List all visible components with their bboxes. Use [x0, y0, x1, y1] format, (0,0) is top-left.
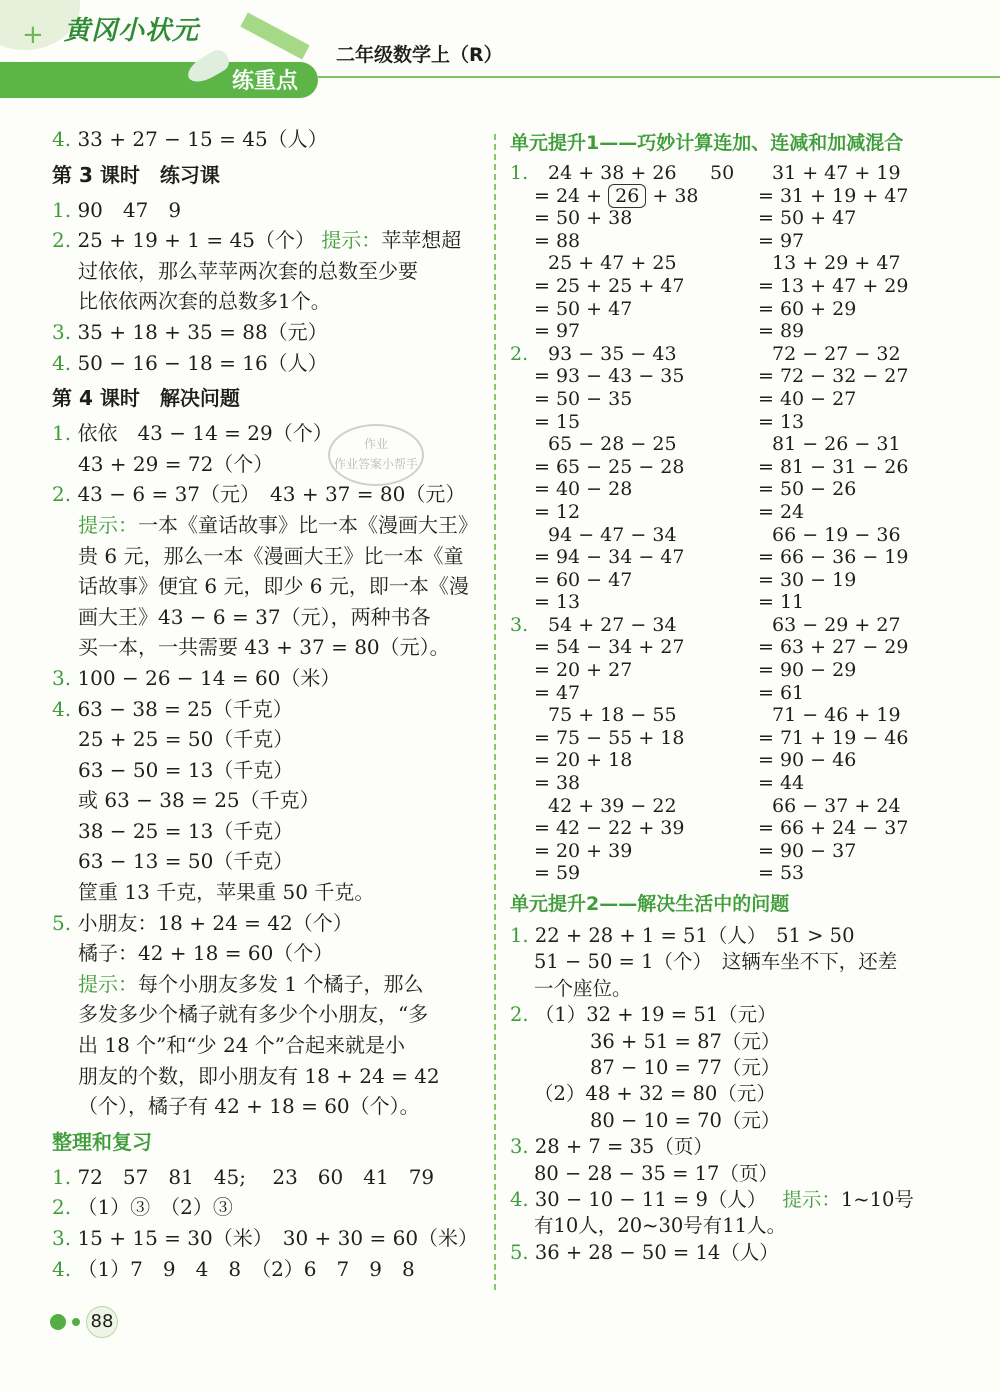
page-footer: [50, 1306, 118, 1338]
answer-line: [52, 510, 492, 541]
calc-left: = 97: [534, 320, 581, 343]
answer-text: 有10人，20~30号有11人。: [534, 1214, 787, 1238]
calc-left: = 75 − 55 + 18: [534, 726, 685, 749]
answer-text: 87 − 10 = 77（元）: [590, 1055, 781, 1079]
answer-text: 一个座位。: [534, 976, 632, 1000]
unit2-line: [510, 1161, 990, 1187]
item-number: 2.: [510, 342, 529, 365]
calc-row: [510, 185, 990, 208]
calc-right: = 66 − 36 − 19: [758, 546, 909, 569]
calc-left: 94 − 47 − 34: [548, 523, 677, 546]
calc-right: 71 − 46 + 19: [772, 704, 901, 727]
answer-line: [52, 602, 492, 633]
answer-text: 22 + 28 + 1 = 51（人） 51 > 50: [534, 924, 855, 947]
calc-left: = 50 + 38: [534, 207, 633, 230]
answer-text: （个），橘子有 42 + 18 = 60（个）。: [78, 1094, 420, 1119]
calc-row: [510, 298, 990, 321]
calc-left: = 40 − 28: [534, 478, 633, 501]
answer-text: 35 + 18 + 35 = 88（元）: [77, 319, 328, 344]
calc-row: [510, 704, 990, 727]
answer-text: 25 + 25 = 50（千克）: [78, 727, 294, 752]
calc-left: 54 + 27 − 34: [548, 613, 677, 636]
calc-left: = 93 − 43 − 35: [534, 365, 685, 388]
calc-row: [510, 433, 990, 456]
item-number: 4.: [52, 350, 72, 375]
calc-row: [510, 524, 990, 547]
calc-left: = 38: [534, 772, 581, 795]
answer-text: 43 − 6 = 37（元） 43 + 37 = 80（元）: [77, 482, 466, 507]
calc-row: [510, 546, 990, 569]
calc-right: = 24: [758, 500, 805, 523]
section-heading-unit-1: 单元提升1——巧妙计算连加、连减和加减混合: [510, 132, 904, 154]
answer-line: [52, 348, 492, 379]
unit2-line: [510, 949, 990, 975]
answer-line: [52, 195, 492, 226]
answer-text: 过依依，那么苹苹两次套的总数至少要: [78, 258, 418, 283]
answer-text: 63 − 50 = 13（千克）: [78, 757, 294, 782]
answer-text: 28 + 7 = 35（页）: [534, 1135, 713, 1159]
answer-line: [52, 1030, 492, 1061]
item-number: 2.: [52, 482, 72, 507]
calc-row: [510, 501, 990, 524]
calc-right: 72 − 27 − 32: [772, 342, 901, 365]
item-number: 2.: [510, 1003, 529, 1027]
calc-left: = 50 − 35: [534, 387, 633, 410]
hint-label: 提示：: [321, 228, 382, 253]
calc-right: = 66 + 24 − 37: [758, 817, 909, 840]
item-number: 3.: [52, 319, 72, 344]
calc-right: = 60 + 29: [758, 297, 857, 320]
answer-text: 多发多少个橘子就有多少个小朋友，“多: [78, 1002, 429, 1027]
calc-right: = 30 − 19: [758, 568, 857, 591]
book-title: 二年级数学上（R）: [336, 44, 503, 66]
answer-line: [52, 317, 492, 348]
answer-text: 朋友的个数，即小朋友有 18 + 24 = 42: [78, 1063, 440, 1088]
answer-text: 25 + 19 + 1 = 45（个）: [77, 228, 315, 253]
answer-text: 30 − 10 − 11 = 9（人）: [534, 1187, 777, 1211]
item-number: 1.: [510, 162, 529, 184]
section-heading-unit-2: 单元提升2——解决生活中的问题: [510, 893, 790, 915]
answer-line: [52, 694, 492, 725]
calc-right: = 44: [758, 772, 805, 795]
unit-2-answers: [510, 923, 990, 1266]
item-number: 3.: [52, 1226, 72, 1250]
calc-left: = 88: [534, 229, 581, 252]
unit2-line: [510, 1002, 990, 1028]
unit2-line: [510, 1108, 990, 1134]
answer-text: 100 − 26 − 14 = 60（米）: [77, 665, 341, 690]
answer-text: 63 − 13 = 50（千克）: [78, 849, 294, 874]
answer-text: （1）7 9 4 8 （2）6 7 9 8: [77, 1256, 415, 1281]
answer-line: [52, 256, 492, 287]
item-number: 2.: [52, 228, 72, 253]
calc-row: [510, 456, 990, 479]
calc-row: [510, 727, 990, 750]
calc-left: 75 + 18 − 55: [548, 704, 677, 727]
item-number: 4.: [510, 1187, 529, 1211]
boxed-answer: 26: [608, 184, 646, 208]
answer-text: 依依 43 − 14 = 29（个）: [77, 421, 333, 446]
answer-line: [52, 124, 492, 155]
answer-line: [52, 1254, 492, 1285]
answer-line: [52, 999, 492, 1030]
calc-left: = 13: [534, 591, 581, 614]
calc-left: = 60 − 47: [534, 568, 633, 591]
answer-line: [52, 1223, 492, 1254]
calc-left: = 12: [534, 500, 581, 523]
answer-text: 72 57 81 45; 23 60 41 79: [77, 1164, 435, 1189]
answer-text: 一本《童话故事》比一本《漫画大王》: [138, 512, 478, 537]
calc-right: = 11: [758, 591, 805, 614]
answer-text: （2）48 + 32 = 80（元）: [534, 1082, 776, 1106]
answer-text: 或 63 − 38 = 25（千克）: [78, 788, 320, 813]
calc-right: 66 − 19 − 36: [772, 523, 901, 546]
dot-icon: [72, 1318, 80, 1326]
calc-row: [510, 478, 990, 501]
left-column: [52, 124, 492, 1284]
calc-row: [510, 207, 990, 230]
calc-left: 42 + 39 − 22: [548, 794, 677, 817]
brand-logo: 黄冈小状元: [64, 16, 200, 46]
header-rule: [318, 76, 1000, 78]
answer-line: [52, 663, 492, 694]
calc-right: = 40 − 27: [758, 387, 857, 410]
calc-row: [510, 795, 990, 818]
calc-left: 93 − 35 − 43: [548, 342, 677, 365]
calc-row: [510, 320, 990, 343]
calc-right: = 53: [758, 862, 805, 885]
calc-right: = 31 + 19 + 47: [758, 184, 909, 207]
calc-left: = 20 + 39: [534, 839, 633, 862]
unit2-line: [510, 1134, 990, 1160]
answer-text: 筐重 13 千克，苹果重 50 千克。: [78, 880, 375, 905]
dot-icon: [50, 1314, 66, 1330]
calc-right: = 90 − 29: [758, 659, 857, 682]
calc-row: [510, 614, 990, 637]
unit2-line: [510, 1187, 990, 1213]
answer-text: 小朋友：18 + 24 = 42（个）: [77, 910, 353, 935]
calc-left: 65 − 28 − 25: [548, 433, 677, 456]
item-number: 2.: [52, 1195, 72, 1220]
answer-line: [52, 816, 492, 847]
calc-row: [510, 411, 990, 434]
calc-right: = 63 + 27 − 29: [758, 636, 909, 659]
answer-text: 38 − 25 = 13（千克）: [78, 818, 294, 843]
calc-row: [510, 772, 990, 795]
hint-label: 提示：: [78, 971, 138, 996]
answer-text: 买一本，一共需要 43 + 37 = 80（元）。: [78, 635, 450, 660]
item-number: 1.: [52, 197, 72, 222]
calc-right: = 89: [758, 320, 805, 343]
answer-text: 36 + 28 − 50 = 14（人）: [534, 1240, 779, 1264]
calc-row: [510, 840, 990, 863]
calc-row: [510, 569, 990, 592]
item-number: 4.: [52, 1256, 72, 1281]
header-subtitle: 练重点: [232, 69, 299, 94]
calc-right: = 72 − 32 − 27: [758, 365, 909, 388]
answer-text: 43 + 29 = 72（个）: [78, 451, 274, 476]
calc-row: [510, 636, 990, 659]
answer-line: [52, 785, 492, 816]
section-heading: 第 4 课时 解决问题: [52, 386, 240, 411]
calc-right: = 13: [758, 410, 805, 433]
item-number: 4.: [52, 696, 72, 721]
calc-left: = 42 − 22 + 39: [534, 817, 685, 840]
calc-right: = 61: [758, 681, 805, 704]
answer-text: 63 − 38 = 25（千克）: [77, 696, 293, 721]
answer-line: [52, 724, 492, 755]
answer-line: [52, 571, 492, 602]
unit2-line: [510, 1055, 990, 1081]
answer-text: 80 − 10 = 70（元）: [590, 1108, 781, 1132]
calc-right: = 71 + 19 − 46: [758, 726, 909, 749]
calc-answer: 50: [710, 162, 735, 184]
answer-text: 80 − 28 − 35 = 17（页）: [534, 1161, 778, 1185]
calc-left: = 65 − 25 − 28: [534, 455, 685, 478]
answer-text: （1）32 + 19 = 51（元）: [534, 1003, 777, 1027]
calc-left: 25 + 47 + 25: [548, 252, 677, 275]
answer-text: 33 + 27 − 15 = 45（人）: [77, 127, 328, 151]
calc-right: 13 + 29 + 47: [772, 252, 901, 275]
calc-left: = 25 + 25 + 47: [534, 274, 685, 297]
hint-text: 1~10号: [840, 1187, 914, 1211]
calc-right: 66 − 37 + 24: [772, 794, 901, 817]
calc-row: [510, 162, 990, 185]
item-number: 3.: [510, 613, 529, 636]
calc-right: = 50 − 26: [758, 478, 857, 501]
calc-row: [510, 682, 990, 705]
answer-line: [52, 286, 492, 317]
calc-left: = 47: [534, 681, 581, 704]
answer-text: 50 − 16 − 18 = 16（人）: [77, 350, 328, 375]
answer-line: [52, 541, 492, 572]
answer-line: [52, 938, 492, 969]
unit2-line: [510, 923, 990, 949]
calc-row: [510, 230, 990, 253]
unit2-line: [510, 1081, 990, 1107]
calc-right: 31 + 47 + 19: [772, 162, 901, 184]
calc-left: = 20 + 18: [534, 749, 633, 772]
section-heading: 第 3 课时 练习课: [52, 162, 220, 187]
calc-row: [510, 365, 990, 388]
calc-right: = 81 − 31 − 26: [758, 455, 909, 478]
calc-row: [510, 343, 990, 366]
plus-icon: +: [22, 20, 44, 50]
answer-text: 画大王》43 − 6 = 37（元），两种书各: [78, 604, 431, 629]
calc-row: [510, 659, 990, 682]
unit2-line: [510, 1213, 990, 1239]
calc-left: = 50 + 47: [534, 297, 633, 320]
calc-right: = 13 + 47 + 29: [758, 274, 909, 297]
calc-row: [510, 817, 990, 840]
hint-label: 提示：: [782, 1187, 841, 1211]
calc-left: = 20 + 27: [534, 659, 633, 682]
unit2-line: [510, 1240, 990, 1266]
answer-text: （1）③ （2）③: [77, 1195, 233, 1220]
calc-right: 63 − 29 + 27: [772, 613, 901, 636]
calc-row: [510, 275, 990, 298]
answer-line: [52, 1061, 492, 1092]
item-number: 4.: [52, 127, 72, 151]
right-column: [510, 124, 990, 1266]
answer-line: [52, 846, 492, 877]
answer-line: [52, 632, 492, 663]
answer-line: [52, 418, 492, 449]
calc-row: [510, 591, 990, 614]
calc-block: [510, 162, 990, 885]
calc-left: = 15: [534, 410, 581, 433]
answer-line: [52, 908, 492, 939]
answer-line: [52, 969, 492, 1000]
item-number: 1.: [510, 924, 529, 947]
calc-row: [510, 749, 990, 772]
answer-line: [52, 1162, 492, 1193]
calc-right: = 50 + 47: [758, 207, 857, 230]
answer-line: [52, 1091, 492, 1122]
item-number: 5.: [52, 910, 72, 935]
item-number: 3.: [510, 1135, 529, 1159]
calc-left: 24 + 38 + 26: [548, 162, 677, 184]
calc-right: = 90 − 46: [758, 749, 857, 772]
watermark-stamp: 作业 作业答案小帮手: [328, 424, 424, 486]
item-number: 3.: [52, 665, 72, 690]
answer-line: [52, 877, 492, 908]
hint-label: 提示：: [78, 512, 138, 537]
answer-text: 51 − 50 = 1（个） 这辆车坐不下，还差: [534, 950, 898, 974]
answer-text: 橘子：42 + 18 = 60（个）: [78, 941, 334, 966]
hint-text: 苹苹想超: [381, 228, 462, 253]
calc-row: [510, 388, 990, 411]
item-number: 1.: [52, 1164, 72, 1189]
section-heading: 整理和复习: [52, 1129, 152, 1154]
page-number: 88: [86, 1306, 118, 1338]
answer-text: 贵 6 元，那么一本《漫画大王》比一本《童: [78, 543, 464, 568]
calc-left: = 94 − 34 − 47: [534, 546, 685, 569]
answer-line: [52, 225, 492, 256]
answer-text: 比依依两次套的总数多1个。: [78, 289, 331, 314]
item-number: 5.: [510, 1240, 529, 1264]
unit2-line: [510, 1029, 990, 1055]
answer-line: [52, 479, 492, 510]
calc-right: = 90 − 37: [758, 839, 857, 862]
calc-row: [510, 862, 990, 885]
answer-text: 每个小朋友多发 1 个橘子，那么: [138, 971, 424, 996]
answer-text: 出 18 个”和“少 24 个”合起来就是小: [78, 1033, 406, 1058]
unit2-line: [510, 976, 990, 1002]
ruler-icon: [240, 13, 309, 60]
answer-line: [52, 1192, 492, 1223]
answer-line: [52, 755, 492, 786]
calc-left: = 54 − 34 + 27: [534, 636, 685, 659]
column-divider: [494, 134, 496, 1290]
calc-right: = 97: [758, 229, 805, 252]
calc-row: [510, 252, 990, 275]
calc-right: 81 − 26 − 31: [772, 433, 901, 456]
item-number: 1.: [52, 421, 72, 446]
answer-text: 15 + 15 = 30（米） 30 + 30 = 60（米）: [77, 1226, 479, 1250]
answer-line: [52, 449, 492, 480]
answer-text: 36 + 51 = 87（元）: [590, 1029, 781, 1053]
calc-left: = 24 + 26 + 38: [534, 184, 699, 207]
answer-text: 话故事》便宜 6 元，即少 6 元，即一本《漫: [78, 574, 469, 599]
calc-left: = 59: [534, 862, 581, 885]
answer-text: 90 47 9: [77, 197, 182, 222]
